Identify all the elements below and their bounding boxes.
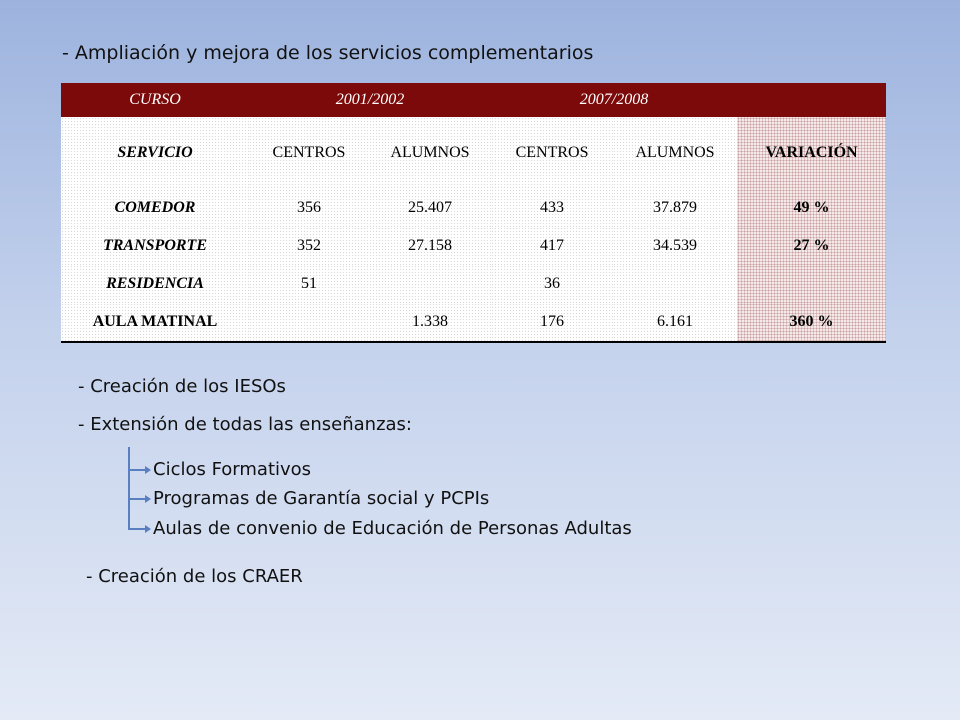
row-centros-1: [249, 303, 369, 342]
col-label-variacion: VARIACIÓN: [737, 117, 886, 189]
bullet-craer: - Creación de los CRAER: [86, 566, 303, 587]
row-centros-2: 417: [491, 227, 613, 265]
services-table: [61, 83, 886, 343]
sub-item-ciclos: Ciclos Formativos: [153, 459, 312, 480]
table-row: [61, 303, 886, 342]
col-label-servicio: SERVICIO: [61, 117, 249, 189]
row-servicio: TRANSPORTE: [61, 227, 249, 265]
arrow-icon: [145, 525, 151, 533]
arrow-icon: [145, 495, 151, 503]
row-centros-1: 51: [249, 265, 369, 303]
row-centros-2: 433: [491, 189, 613, 227]
table-row: [61, 227, 886, 265]
row-variacion: 360 %: [737, 303, 886, 342]
col-label-centros-1: CENTROS: [249, 117, 369, 189]
col-label-alumnos-1: ALUMNOS: [369, 117, 491, 189]
header-2001-2002: 2001/2002: [249, 83, 491, 117]
row-alumnos-2: 37.879: [613, 189, 737, 227]
col-label-centros-2: CENTROS: [491, 117, 613, 189]
row-alumnos-1: 1.338: [369, 303, 491, 342]
column-labels-row: [61, 117, 886, 189]
row-servicio: AULA MATINAL: [61, 303, 249, 342]
header-empty: [737, 83, 886, 117]
table-row: [61, 189, 886, 227]
branch-line-1: [128, 469, 146, 471]
row-centros-1: 352: [249, 227, 369, 265]
sub-item-aulas: Aulas de convenio de Educación de Personas Adultas: [153, 518, 632, 539]
sub-item-programas: Programas de Garantía social y PCPIs: [153, 488, 490, 509]
table-row: [61, 265, 886, 303]
row-alumnos-2: 34.539: [613, 227, 737, 265]
row-centros-1: 356: [249, 189, 369, 227]
row-variacion: 27 %: [737, 227, 886, 265]
row-centros-2: 36: [491, 265, 613, 303]
branch-line-3: [128, 528, 146, 530]
tree-connector-line: [128, 447, 130, 530]
bullet-iesos: - Creación de los IESOs: [78, 376, 286, 397]
row-alumnos-1: 27.158: [369, 227, 491, 265]
services-table-container: [61, 83, 886, 343]
row-variacion: [737, 265, 886, 303]
row-servicio: RESIDENCIA: [61, 265, 249, 303]
page-heading: - Ampliación y mejora de los servicios complementarios: [62, 42, 594, 64]
header-curso: CURSO: [61, 83, 249, 117]
header-2007-2008: 2007/2008: [491, 83, 737, 117]
row-servicio: COMEDOR: [61, 189, 249, 227]
col-label-alumnos-2: ALUMNOS: [613, 117, 737, 189]
table-top-header-row: [61, 83, 886, 117]
row-centros-2: 176: [491, 303, 613, 342]
branch-line-2: [128, 498, 146, 500]
row-alumnos-1: 25.407: [369, 189, 491, 227]
row-alumnos-2: 6.161: [613, 303, 737, 342]
row-alumnos-2: [613, 265, 737, 303]
row-variacion: 49 %: [737, 189, 886, 227]
arrow-icon: [145, 466, 151, 474]
bullet-extension: - Extensión de todas las enseñanzas:: [78, 414, 412, 435]
row-alumnos-1: [369, 265, 491, 303]
